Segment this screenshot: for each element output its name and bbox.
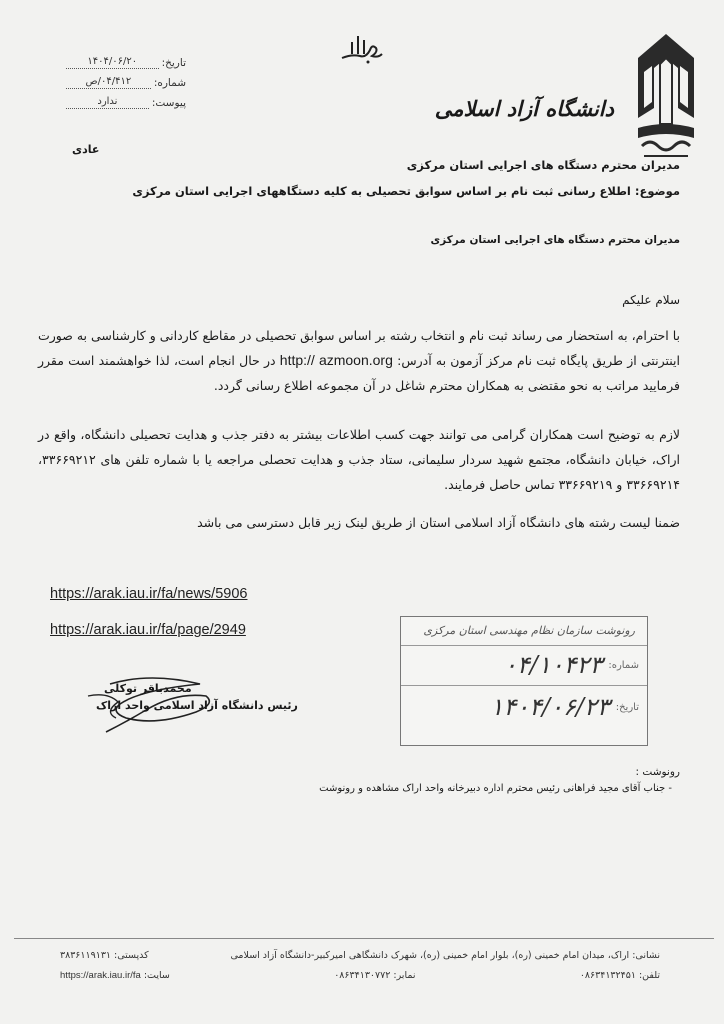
basmala-calligraphy (338, 30, 386, 66)
attachment-value: ندارد (66, 96, 149, 109)
date-value: ۱۴۰۴/۰۶/۲۰ (66, 56, 159, 69)
university-name: دانشگاه آزاد اسلامی (434, 96, 614, 121)
university-logo (630, 28, 702, 166)
stamp-title: رونوشت سازمان نظام مهندسی استان مرکزی (423, 624, 635, 637)
footer-divider (14, 938, 714, 939)
stamp-divider (401, 685, 647, 686)
recipient: مدیران محترم دستگاه های اجرایی استان مرکزی (406, 158, 680, 172)
stamp-number-row (504, 651, 639, 679)
date-field (66, 56, 186, 69)
footer-site (60, 970, 170, 981)
stamp-divider (401, 645, 647, 646)
footer-site-label: سایت: (143, 970, 170, 981)
paragraph-2: لازم به توضیح است همکاران گرامی می توانند جهت کسب اطلاعات بیشتر به دفتر جذب و هدایت تحصیلی دانشگاه، واقع در اراک، خیابان دانشگاه، مجتمع شهید سردار سلیمانی، ستاد جذب و هدایت تحصلی مراجعه یا با شماره تلفن های ۳۳۶۶۹۲۱۲، ۳۳۶۶۹۲۱۴ و ۳۳۶۶۹۲۱۹ تماس حاصل فرمایند. (38, 427, 680, 492)
footer-postal-code: کدپستی: ۳۸۳۶۱۱۹۱۳۱ (60, 950, 149, 961)
signer-name: محمدباقر توکلی (104, 682, 192, 695)
cc-label: رونوشت : (635, 766, 680, 778)
number-label: شماره: (153, 77, 186, 89)
footer-site-url[interactable]: https://arak.iau.ir/fa (60, 970, 141, 981)
number-value: ۰۴/۴۱۲/ص (66, 76, 151, 89)
paragraph-1 (38, 323, 680, 398)
paragraph-1-part-a: با احترام، به استحضار می رساند ثبت نام و انتخاب رشته بر اساس سوابق تحصیلی در مقاطع کاردانی و کارشناسی به صورت اینترنتی از طریق پایگاه ثبت نام مرکز آزمون به آدرس: (38, 328, 681, 368)
signer-title: رئیس دانشگاه آزاد اسلامی واحد اراک (96, 699, 298, 712)
footer-address: نشانی: اراک، میدان امام خمینی (ره)، بلوار امام خمینی (ره)، شهرک دانشگاهی امیرکبیر-دانشگاه آزاد اسلامی (230, 950, 660, 961)
priority-label: عادی (72, 143, 100, 156)
date-label: تاریخ: (161, 57, 186, 69)
footer-line-1 (60, 950, 660, 961)
received-stamp (400, 616, 648, 746)
azmoon-url: http:// azmoon.org (279, 352, 393, 368)
stamp-number-label: شماره: (608, 659, 639, 671)
number-field (66, 76, 186, 89)
stamp-number-value: ۰۴/۱۰۴۲۳ (504, 651, 603, 679)
stamp-date-label: تاریخ: (615, 701, 639, 713)
footer-phone: تلفن: ۰۸۶۳۴۱۳۲۴۵۱ (579, 970, 660, 981)
page-link[interactable]: https://arak.iau.ir/fa/page/2949 (50, 622, 246, 638)
stamp-date-row (490, 693, 639, 721)
footer-fax: نمابر: ۰۸۶۳۴۱۳۰۷۷۲ (334, 970, 416, 981)
subject-line: موضوع: اطلاع رسانی ثبت نام بر اساس سوابق تحصیلی به کلیه دستگاههای اجرایی استان مرکزی (132, 184, 680, 198)
paragraph-1-part-b: در حال انجام است، لذا خواهشمند است مقرر فرمایید مراتب به نحو مقتضی به همکاران محترم شاغل در آن مجموعه اطلاع رسانی گردد. (38, 353, 680, 393)
paragraph-3: ضمنا لیست رشته های دانشگاه آزاد اسلامی استان از طریق لینک زیر قابل دسترسی می باشد (197, 515, 680, 530)
greeting: سلام علیکم (622, 293, 680, 307)
footer-line-2 (60, 970, 660, 981)
cc-recipient: - جناب آقای مجید فراهانی رئیس محترم اداره دبیرخانه واحد اراک مشاهده و رونوشت (319, 783, 672, 794)
stamp-date-value: ۱۴۰۴/۰۶/۲۳ (490, 693, 610, 721)
news-link[interactable]: https://arak.iau.ir/fa/news/5906 (50, 586, 248, 602)
attachment-label: پیوست: (151, 97, 186, 109)
recipient-repeat: مدیران محترم دستگاه های اجرایی استان مرکزی (430, 234, 680, 246)
attachment-field (66, 96, 186, 109)
